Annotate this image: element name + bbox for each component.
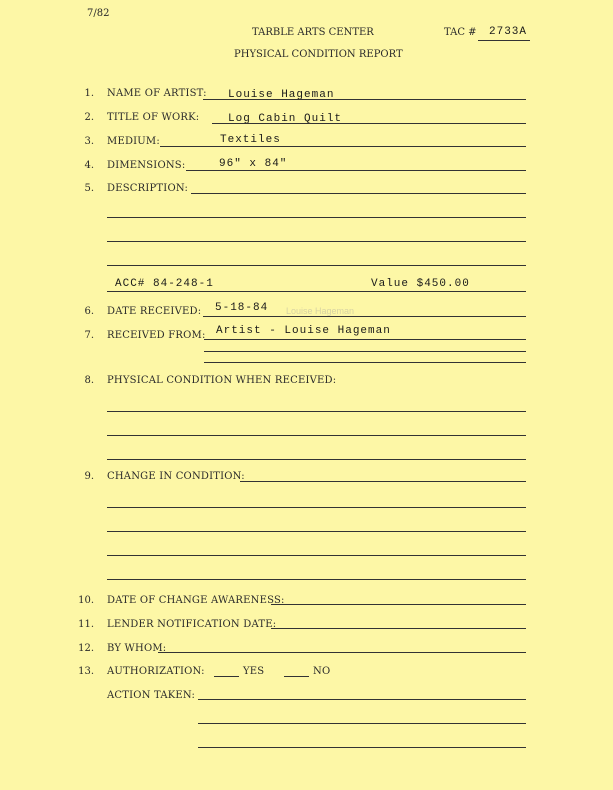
date-received-label: DATE RECEIVED: [107, 306, 202, 317]
item-number-7: 7. [84, 330, 94, 341]
dimensions-value: 96" x 84" [219, 158, 288, 170]
tac-underline [478, 40, 530, 41]
description-line [191, 193, 526, 194]
lender-notification-label: LENDER NOTIFICATION DATE: [107, 619, 277, 630]
title-value: Log Cabin Quilt [228, 113, 343, 125]
change-condition-line [107, 531, 526, 532]
accession-line [107, 291, 526, 292]
condition-received-line [107, 411, 526, 412]
form-date-code: 7/82 [87, 8, 110, 19]
authorization-label: AUTHORIZATION: [107, 666, 205, 677]
description-line [107, 265, 526, 266]
description-line [107, 217, 526, 218]
change-awareness-line [271, 604, 526, 605]
by-whom-line [158, 652, 526, 653]
item-number-10: 10. [78, 595, 94, 606]
dimensions-label: DIMENSIONS: [107, 160, 186, 171]
item-number-5: 5. [84, 183, 94, 194]
accession-number: ACC# 84-248-1 [115, 278, 214, 290]
received-from-line [204, 339, 526, 340]
item-number-6: 6. [84, 306, 94, 317]
change-awareness-label: DATE OF CHANGE AWARENESS: [107, 595, 285, 606]
condition-received-line [107, 459, 526, 460]
change-condition-line [107, 507, 526, 508]
date-received-value: 5-18-84 [215, 302, 269, 314]
artist-label: NAME OF ARTIST: [107, 88, 207, 99]
item-number-3: 3. [84, 136, 94, 147]
description-line [107, 241, 526, 242]
item-number-11: 11. [78, 619, 94, 630]
action-taken-line [198, 747, 526, 748]
artist-line [203, 99, 526, 100]
received-from-line [204, 362, 526, 363]
action-taken-line [198, 723, 526, 724]
title-line [212, 123, 526, 124]
change-condition-line [240, 481, 526, 482]
medium-label: MEDIUM: [107, 136, 160, 147]
item-number-4: 4. [84, 160, 94, 171]
received-from-line [204, 351, 526, 352]
authorization-yes-blank [214, 676, 239, 677]
page-title: PHYSICAL CONDITION REPORT [234, 49, 403, 60]
lender-notification-line [271, 628, 526, 629]
date-received-line [203, 316, 526, 317]
change-condition-label: CHANGE IN CONDITION: [107, 471, 245, 482]
artist-value: Louise Hageman [228, 89, 335, 101]
item-number-12: 12. [78, 643, 94, 654]
medium-value: Textiles [220, 134, 281, 146]
appraised-value: Value $450.00 [371, 278, 470, 290]
org-name: TARBLE ARTS CENTER [252, 27, 374, 38]
authorization-no-blank [284, 676, 309, 677]
authorization-yes: YES [243, 666, 265, 677]
condition-received-label: PHYSICAL CONDITION WHEN RECEIVED: [107, 375, 337, 386]
change-condition-line [107, 555, 526, 556]
item-number-1: 1. [84, 88, 94, 99]
faded-note: Louise Hageman [286, 306, 355, 316]
dimensions-line [186, 170, 526, 171]
tac-label: TAC # [444, 27, 477, 38]
tac-number: 2733A [489, 26, 528, 38]
title-label: TITLE OF WORK: [107, 112, 200, 123]
item-number-13: 13. [78, 666, 94, 677]
by-whom-label: BY WHOM: [107, 643, 167, 654]
action-taken-label: ACTION TAKEN: [107, 690, 196, 701]
received-from-value: Artist - Louise Hageman [216, 325, 391, 337]
action-taken-line [198, 699, 526, 700]
description-label: DESCRIPTION: [107, 183, 189, 194]
item-number-8: 8. [84, 375, 94, 386]
item-number-9: 9. [84, 471, 94, 482]
item-number-2: 2. [84, 112, 94, 123]
authorization-no: NO [313, 666, 331, 677]
condition-received-line [107, 435, 526, 436]
medium-line [160, 146, 526, 147]
change-condition-line [107, 579, 526, 580]
received-from-label: RECEIVED FROM: [107, 330, 206, 341]
